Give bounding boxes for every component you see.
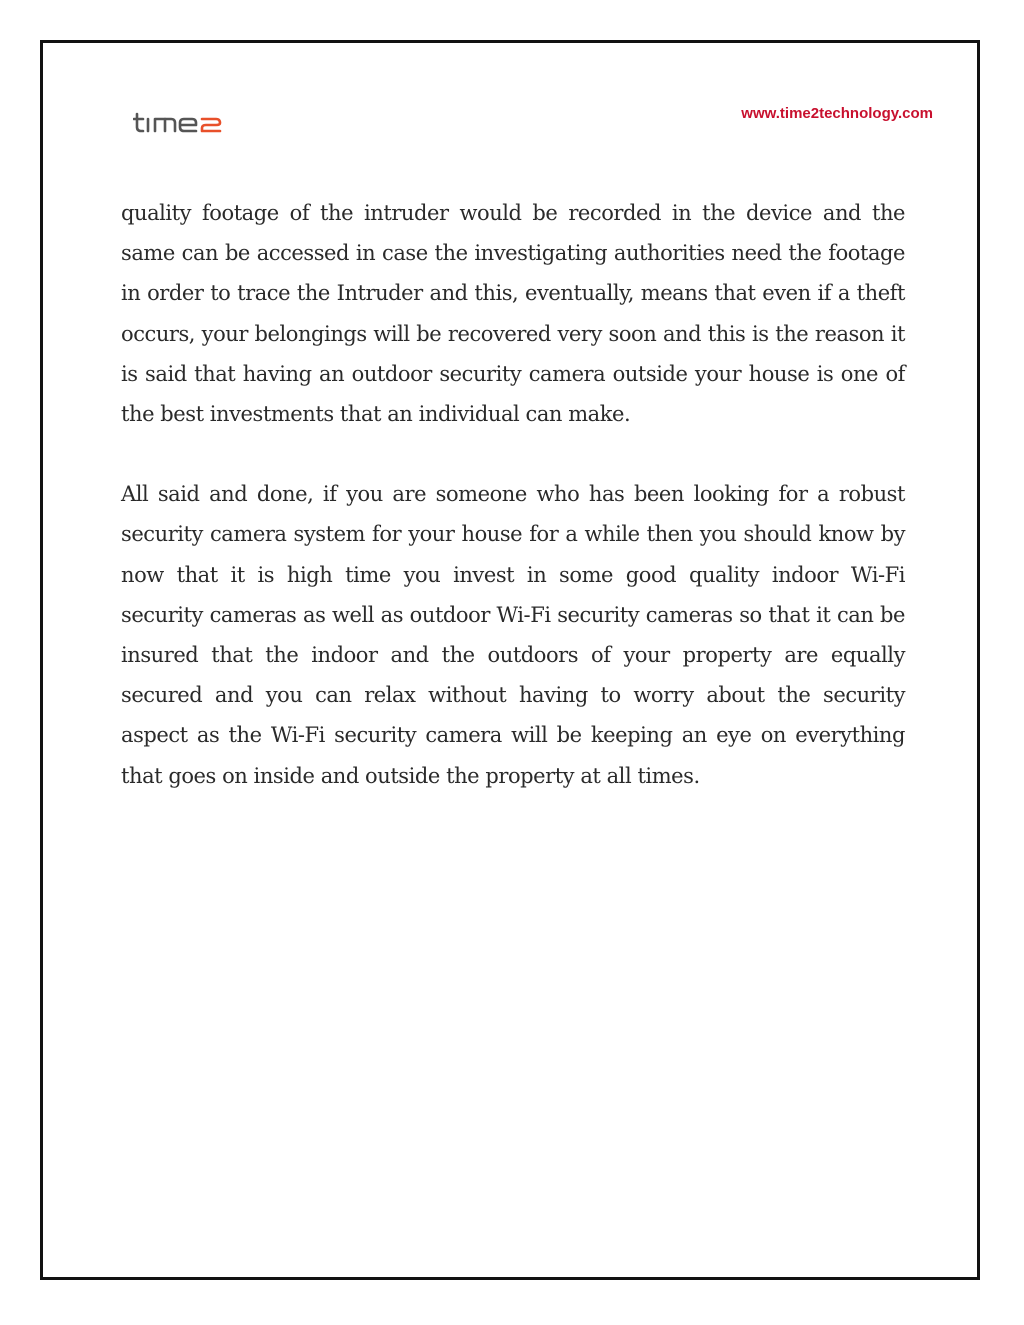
paragraph-2: All said and done, if you are someone who has been looking for a robust security camera system for your house for a while then you should know by now that it is high time you invest in some good quality indoor Wi-Fi security cameras as well as outdoor Wi-Fi security cameras so that it can be insured that the indoor and the outdoors of your property are equally secured and you can relax without having to worry about the security aspect as the Wi-Fi security camera will be keeping an eye on everything that goes on inside and outside the property at all times. bbox=[121, 482, 905, 788]
website-url[interactable]: www.time2technology.com bbox=[741, 105, 933, 122]
time2-logo bbox=[133, 107, 237, 137]
paragraph-1: quality footage of the intruder would be recorded in the device and the same can be accessed in case the investigating authorities need the footage in order to trace the Intruder and this, eventually, means that even if a theft occurs, your belongings will be recovered very soon and this is the reason it is said that having an outdoor security camera outside your house is one of the best investments that an individual can make. bbox=[121, 201, 905, 427]
body-text bbox=[121, 193, 905, 836]
document-page bbox=[40, 40, 980, 1280]
